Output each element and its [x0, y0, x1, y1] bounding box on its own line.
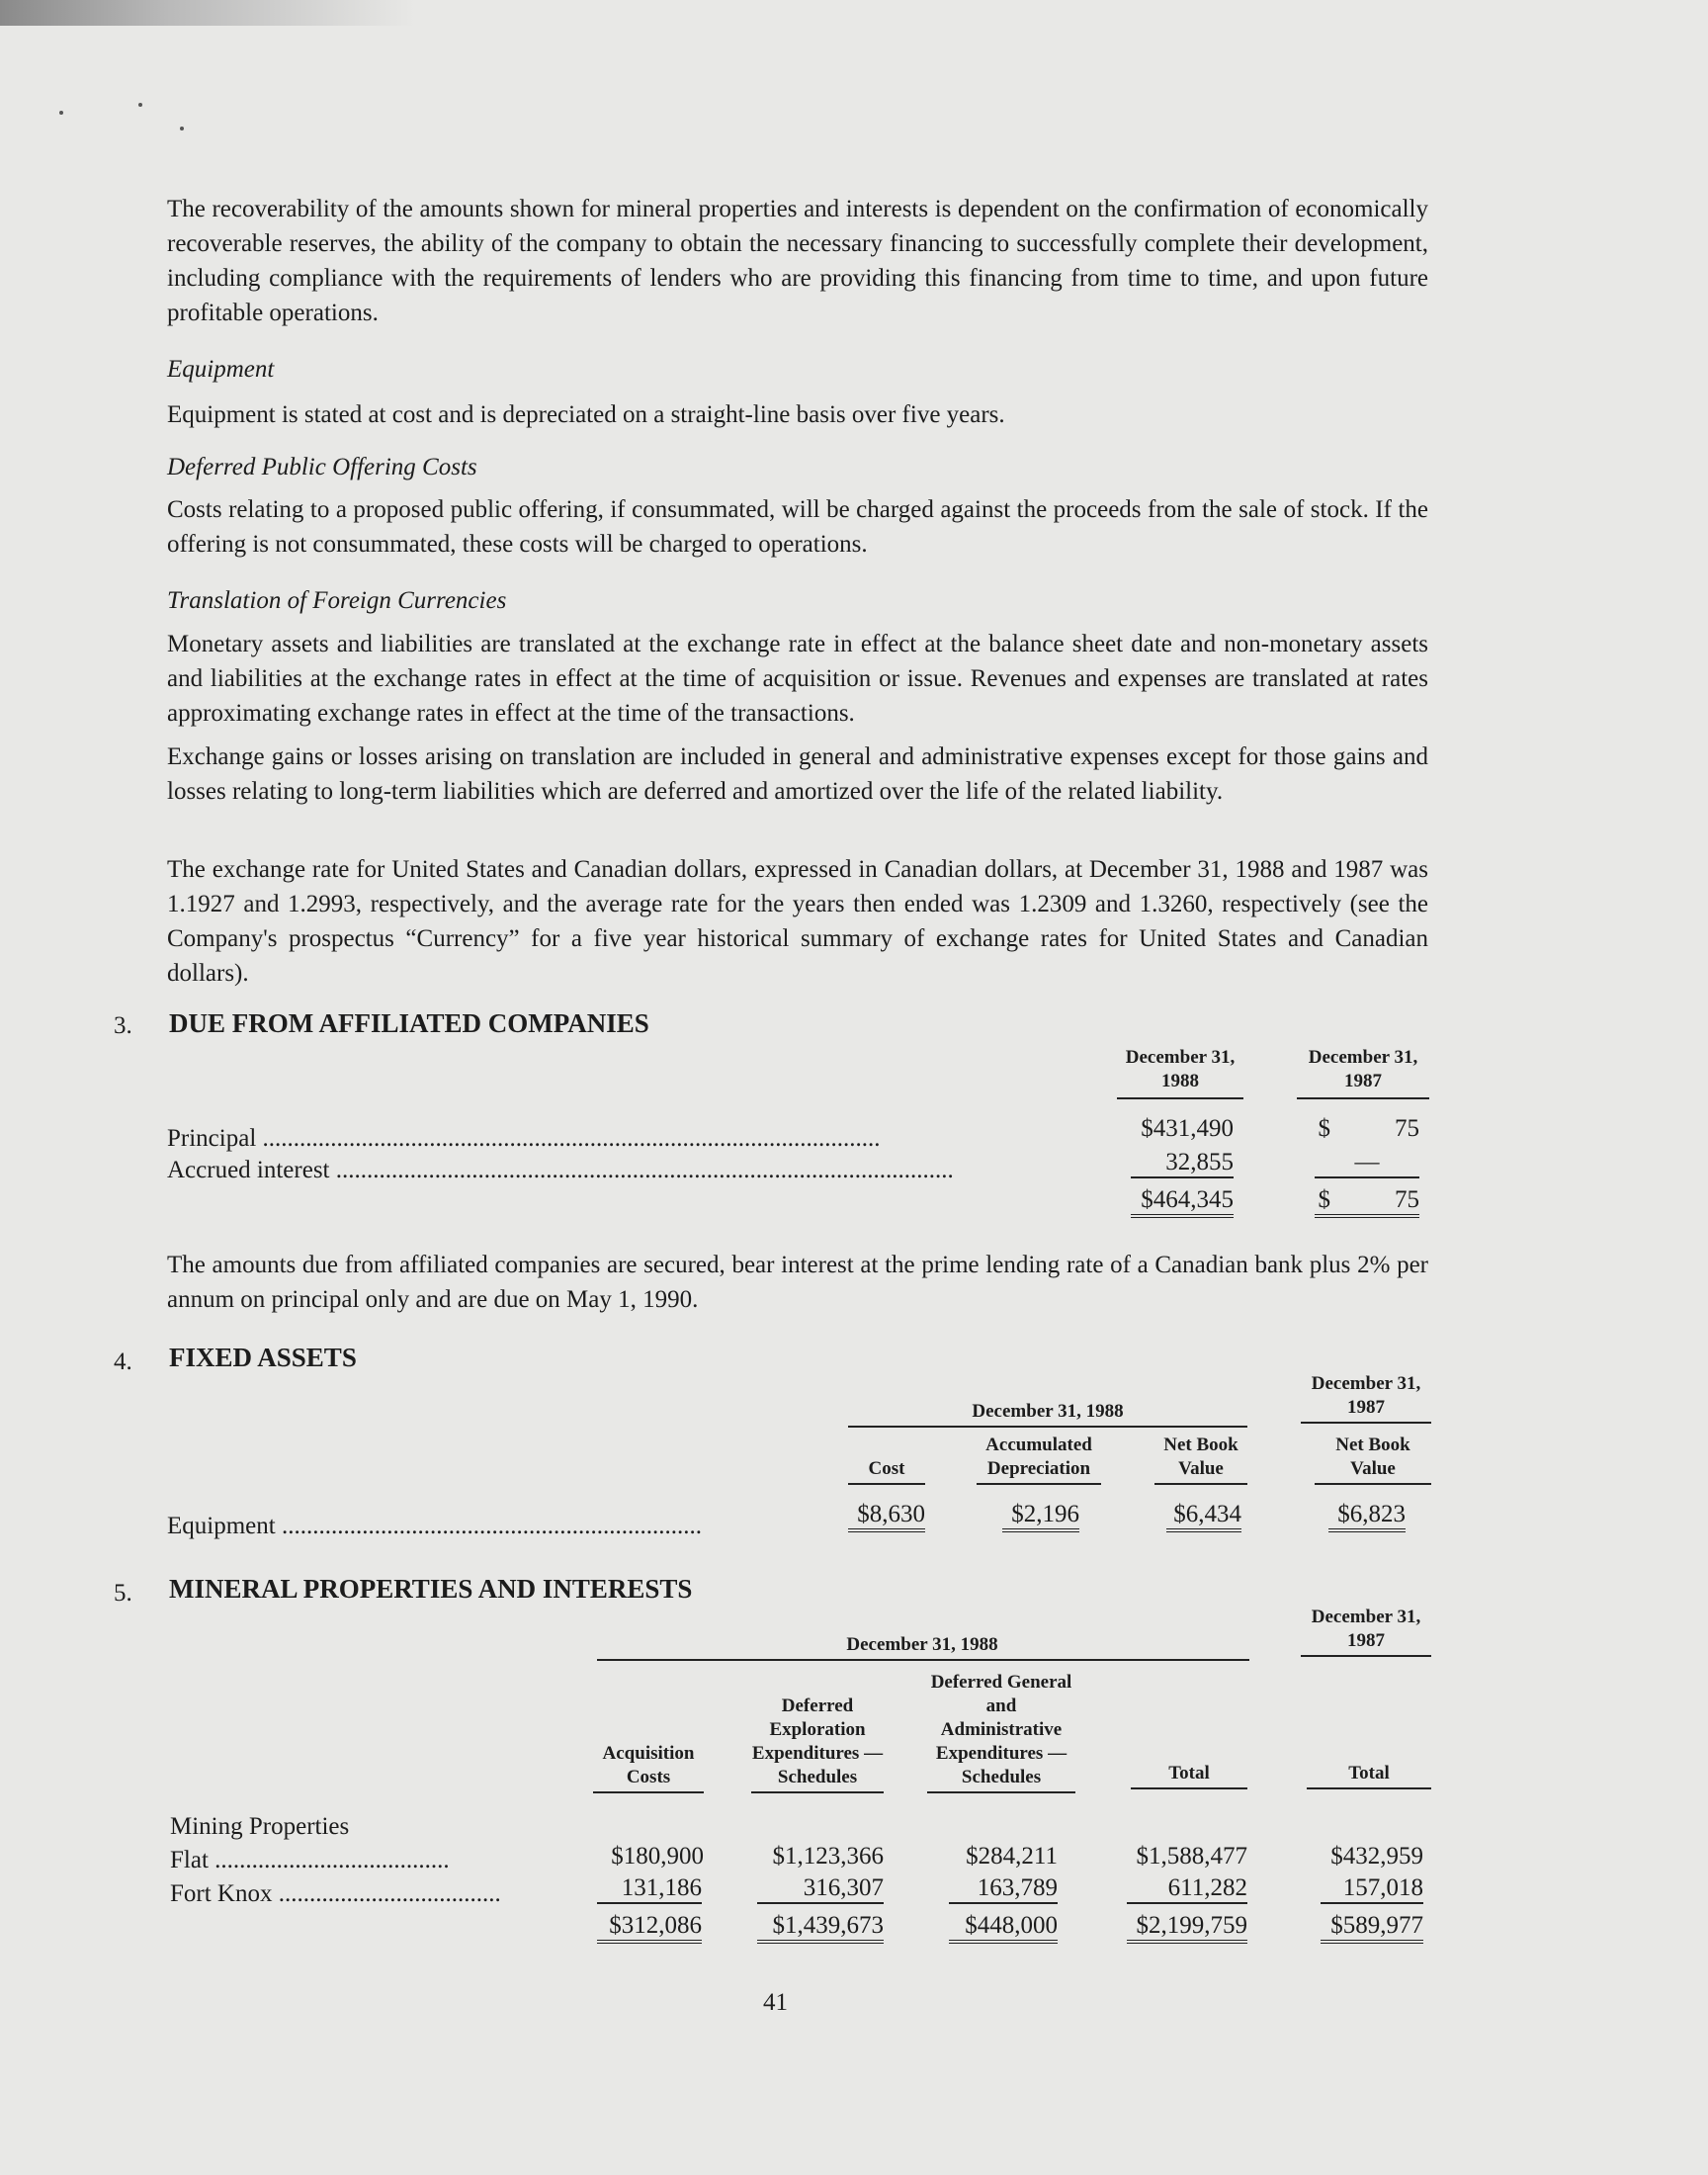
s5-total-total: $2,199,759: [1127, 1912, 1247, 1944]
s5-fortknox-total87: 157,018: [1321, 1874, 1423, 1904]
s3-note: The amounts due from affiliated companies are secured, bear interest at the prime lending rate of a Canadian bank plus 2% per annum on principal only and are due on May 1, 1990.: [167, 1252, 1428, 1313]
s4-col-accum: Accumulated Depreciation: [977, 1434, 1101, 1485]
s3-row-principal-label: Principal ....................................................................................................: [167, 1125, 881, 1152]
s5-group-1987: December 31, 1987: [1301, 1606, 1431, 1657]
deferred-costs-heading: Deferred Public Offering Costs: [167, 454, 477, 480]
s5-total-acq: $312,086: [597, 1912, 702, 1944]
s3-total-1988: $464,345: [1131, 1186, 1234, 1218]
s5-fortknox-expl: 316,307: [757, 1874, 884, 1904]
s5-col-expl: Deferred Exploration Expenditures — Schedules: [751, 1695, 884, 1793]
s5-flat-total87: $432,959: [1330, 1843, 1423, 1870]
s3-total-1987: 75: [1315, 1186, 1419, 1218]
equipment-heading: Equipment: [167, 356, 275, 383]
s3-principal-1988: $431,490: [1141, 1115, 1234, 1142]
section-3-number: 3.: [114, 1012, 132, 1039]
s5-total-total87: $589,977: [1321, 1912, 1423, 1944]
s5-row-fortknox-label: Fort Knox ....................................: [170, 1880, 501, 1907]
s4-equipment-cost: $8,630: [848, 1501, 925, 1532]
s5-col-total87: Total: [1307, 1762, 1431, 1789]
section-5-title: MINERAL PROPERTIES AND INTERESTS: [169, 1574, 693, 1604]
s5-fortknox-ga: 163,789: [949, 1874, 1058, 1904]
s5-total-ga: $448,000: [949, 1912, 1058, 1944]
s3-col-1988: December 31, 1988: [1117, 1046, 1243, 1099]
s5-flat-expl: $1,123,366: [772, 1843, 884, 1870]
s5-col-ga: Deferred General and Administrative Expenditures — Schedules: [927, 1671, 1075, 1793]
s5-col-acq: Acquisition Costs: [593, 1742, 704, 1793]
s4-col-cost: Cost: [848, 1457, 925, 1485]
s5-fortknox-acq: 131,186: [597, 1874, 702, 1904]
s3-interest-1987: —: [1315, 1149, 1419, 1178]
translation-paragraph-2: Exchange gains or losses arising on translation are included in general and administrative expenses except for those gains and losses relating to long-term liabilities which are deferred and amortized over the life of the related liability.: [167, 743, 1428, 805]
s3-interest-1988: 32,855: [1131, 1149, 1234, 1178]
s4-row-equipment-label: Equipment ....................................................................: [167, 1513, 702, 1539]
s5-flat-total: $1,588,477: [1136, 1843, 1247, 1870]
translation-paragraph-1: Monetary assets and liabilities are translated at the exchange rate in effect at the balance sheet date and non-monetary assets and liabilities at the exchange rates in effect at the time of acquisition or issue. Revenues and expenses are translated at rates approximating exchange rates in effect at the time of the transactions.: [167, 631, 1428, 727]
s5-fortknox-total: 611,282: [1127, 1874, 1247, 1904]
s3-col-1987: December 31, 1987: [1297, 1046, 1429, 1099]
translation-heading: Translation of Foreign Currencies: [167, 587, 507, 614]
s4-equipment-accum: $2,196: [1002, 1501, 1079, 1532]
page-number: 41: [763, 1989, 788, 2016]
s4-col-nbv87: Net Book Value: [1315, 1434, 1431, 1485]
s4-equipment-nbv: $6,434: [1166, 1501, 1241, 1532]
s5-col-total: Total: [1131, 1762, 1247, 1789]
s5-group-label: Mining Properties: [170, 1813, 350, 1840]
intro-paragraph: The recoverability of the amounts shown for mineral properties and interests is dependent on the confirmation of economically recoverable reserves, the ability of the company to obtain the necessary financing to successfully complete their development, including compliance with the requirements of lenders who are providing this financing from time to time, and upon future profitable operations.: [167, 196, 1428, 326]
s4-group-1988: December 31, 1988: [972, 1401, 1124, 1422]
s3-total-1987-sym: $: [1318, 1186, 1330, 1213]
s4-group-1987: December 31, 1987: [1301, 1372, 1431, 1424]
s5-flat-acq: $180,900: [611, 1843, 704, 1870]
s4-equipment-nbv87: $6,823: [1328, 1501, 1406, 1532]
s5-group-1988-rule: [597, 1659, 1249, 1661]
s5-total-expl: $1,439,673: [757, 1912, 884, 1944]
section-5-number: 5.: [114, 1580, 132, 1607]
equipment-paragraph: Equipment is stated at cost and is depreciated on a straight-line basis over five years.: [167, 401, 1005, 428]
s4-group-1988-rule: [848, 1426, 1247, 1428]
translation-paragraph-3: The exchange rate for United States and Canadian dollars, expressed in Canadian dollars, at December 31, 1988 and 1987 was 1.1927 and 1.2993, respectively, and the average rate for the years then ended was 1.2309 and 1.3260, respectively (see the Company's prospectus “Currency” for a five year historical summary of exchange rates for United States and Canadian dollars).: [167, 856, 1428, 987]
section-4-title: FIXED ASSETS: [169, 1343, 357, 1372]
s3-principal-1987-sym: $: [1318, 1115, 1330, 1142]
deferred-costs-paragraph: Costs relating to a proposed public offering, if consummated, will be charged against the proceeds from the sale of stock. If the offering is not consummated, these costs will be charged to operations.: [167, 496, 1428, 558]
section-3-title: DUE FROM AFFILIATED COMPANIES: [169, 1008, 649, 1038]
s5-flat-ga: $284,211: [966, 1843, 1058, 1870]
s3-row-interest-label: Accrued interest ....................................................................................................: [167, 1157, 954, 1183]
section-4-number: 4.: [114, 1348, 132, 1375]
s3-principal-1987: 75: [1395, 1115, 1419, 1142]
s5-group-1988: December 31, 1988: [846, 1634, 998, 1655]
scan-speck: [138, 103, 142, 107]
s4-col-nbv: Net Book Value: [1154, 1434, 1247, 1485]
s5-row-flat-label: Flat ......................................: [170, 1847, 450, 1873]
scan-shadow: [0, 0, 415, 26]
scan-speck: [59, 111, 63, 115]
scan-speck: [180, 127, 184, 130]
